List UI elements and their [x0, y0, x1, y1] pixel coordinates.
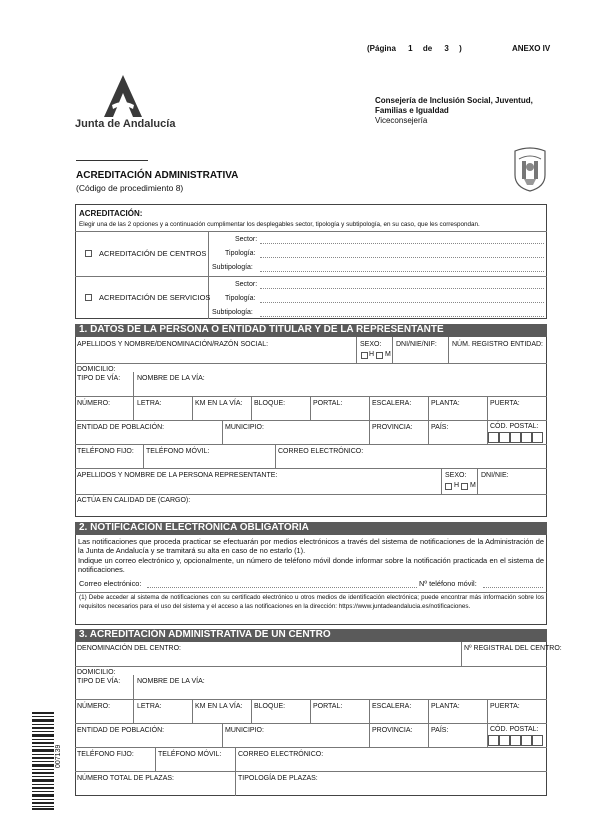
s3-total-plazas-label: NÚMERO TOTAL DE PLAZAS: [77, 775, 174, 782]
s3-v15 [235, 747, 236, 771]
tipologia-field-1[interactable] [260, 257, 544, 258]
title-rule [76, 160, 148, 161]
s3-v3 [133, 699, 134, 723]
s3-tipologia-plazas-label: TIPOLOGÍA DE PLAZAS: [238, 775, 318, 782]
s1-registro-label: NÚM. REGISTRO ENTIDAD: [452, 341, 544, 348]
s3-denominacion-label: DENOMINACIÓN DEL CENTRO: [77, 645, 181, 652]
procedure-code: (Código de procedimiento 8) [76, 183, 184, 193]
s1-v5 [133, 396, 134, 420]
s3-h4 [75, 747, 547, 748]
accreditation-divider [75, 231, 547, 232]
page-counter [367, 44, 462, 53]
annex-label: ANEXO IV [512, 44, 551, 53]
s1-h3 [75, 420, 547, 421]
s2-paragraph-2: Indique un correo electrónico y, opcionalmente, un número de teléfono móvil donde informar sobre la notificación practicada en el sistema de notificaciones. [78, 556, 544, 574]
s3-registral-label: Nº REGISTRAL DEL CENTRO: [464, 645, 562, 652]
s2-correo-label: Correo electrónico: [79, 579, 142, 588]
s1-v3 [448, 337, 449, 363]
section2-heading: 2. NOTIFICACIÓN ELECTRÓNICA OBLIGATORIA [75, 522, 547, 535]
s1-puerta-label: PUERTA: [490, 400, 520, 407]
s3-pais-label: PAÍS: [431, 727, 449, 734]
tipologia-label-2: Tipología: [225, 295, 256, 302]
page-close: ) [459, 44, 462, 53]
s1-cp-digit-2[interactable] [499, 432, 510, 443]
s3-escalera-label: ESCALERA: [372, 703, 412, 710]
s1-v8 [310, 396, 311, 420]
s1-sexo-rep-h-label: H [454, 482, 460, 489]
s1-dni-rep-label: DNI/NIE: [481, 472, 509, 479]
accreditation-mid-divider [75, 276, 547, 277]
s3-tipo-via-label: TIPO DE VÍA: [77, 678, 121, 685]
s3-h3 [75, 723, 547, 724]
s3-h5 [75, 771, 547, 772]
s3-v10 [222, 723, 223, 747]
s1-planta-label: PLANTA: [431, 400, 460, 407]
s3-v14 [155, 747, 156, 771]
s1-apellidos-label: APELLIDOS Y NOMBRE/DENOMINACIÓN/RAZÓN SOCIAL: [77, 341, 269, 348]
s3-v12 [428, 723, 429, 747]
s3-correo-label: CORREO ELECTRÓNICO: [238, 751, 324, 758]
s3-puerta-label: PUERTA: [490, 703, 520, 710]
s1-h1 [75, 363, 547, 364]
s1-cp-digit-4[interactable] [521, 432, 532, 443]
s3-nombre-via-label: NOMBRE DE LA VÍA: [137, 678, 205, 685]
s1-v11 [487, 396, 488, 420]
s1-nombre-via-label: NOMBRE DE LA VÍA: [137, 375, 205, 382]
sector-field-2[interactable] [260, 288, 544, 289]
s1-municipio-label: MUNICIPIO: [225, 424, 264, 431]
coat-of-arms-icon [511, 145, 549, 193]
s1-v14 [428, 420, 429, 444]
sector-label-1: Sector: [235, 236, 258, 243]
accreditation-instructions: Elegir una de las 2 opciones y a continuación cumplimentar los desplegables sector, tipología y subtipología, en su caso, que les correspondan. [79, 221, 480, 228]
s1-h2 [75, 396, 547, 397]
sector-label-2: Sector: [235, 281, 258, 288]
s1-letra-label: LETRA: [137, 400, 162, 407]
s3-entidad-label: ENTIDAD DE POBLACIÓN: [77, 727, 165, 734]
s3-v5 [251, 699, 252, 723]
subtipologia-label-1: Subtipología: [212, 264, 253, 271]
s3-cp-label: CÓD. POSTAL: [490, 726, 539, 733]
s1-sexo-label: SEXO: [360, 341, 382, 348]
s3-numero-label: NÚMERO: [77, 703, 111, 710]
s3-v7 [369, 699, 370, 723]
s3-cp-digit-5[interactable] [532, 735, 543, 746]
s1-v16 [143, 444, 144, 468]
s1-escalera-label: ESCALERA: [372, 400, 412, 407]
s1-v12 [222, 420, 223, 444]
option-centros-checkbox[interactable] [85, 250, 92, 257]
s3-v11 [369, 723, 370, 747]
tipologia-field-2[interactable] [260, 302, 544, 303]
s1-v10 [428, 396, 429, 420]
option-centros-label: ACREDITACIÓN DE CENTROS [99, 249, 207, 258]
s1-cp-digit-5[interactable] [532, 432, 543, 443]
s3-v1 [461, 642, 462, 666]
s3-cp-digit-1[interactable] [488, 735, 499, 746]
s1-v17 [275, 444, 276, 468]
subtipologia-label-2: Subtipología: [212, 309, 253, 316]
s1-v9 [369, 396, 370, 420]
page-total: 3 [444, 44, 449, 53]
option-servicios-label: ACREDITACIÓN DE SERVICIOS [99, 293, 211, 302]
s2-footnote: (1) Debe acceder al sistema de notificaciones con su certificado electrónico u otros medios de identificación electrónica; puede encontrar más información sobre los requisitos necesarios para el uso del sistema y el acceso a las notificaciones en la dirección: https://www.juntadeandalucia.es/notificaciones. [79, 594, 544, 610]
s2-correo-field[interactable] [147, 587, 417, 588]
side-code: 007139 [55, 744, 62, 768]
s1-actua-label: ACTÚA EN CALIDAD DE (CARGO): [77, 497, 191, 504]
subtipologia-field-1[interactable] [260, 271, 544, 272]
barcode-icon [32, 712, 54, 810]
s1-km-label: KM EN LA VÍA: [195, 400, 243, 407]
page-de: de [422, 44, 433, 53]
s3-municipio-label: MUNICIPIO: [225, 727, 264, 734]
s2-paragraph-1: Las notificaciones que proceda practicar se efectuarán por medios electrónicos a través del sistema de notificaciones de la Administración de la Junta de Andalucía y se tramitará su alta en caso de no estarlo (1). [78, 537, 544, 555]
s2-footnote-divider [75, 592, 547, 593]
s1-tel-movil-label: TELÉFONO MÓVIL: [146, 448, 210, 455]
s1-v18 [441, 468, 442, 494]
s2-movil-label: Nº teléfono móvil: [419, 579, 477, 588]
department-line2: Familias e Igualdad [375, 106, 449, 115]
page-title: ACREDITACIÓN ADMINISTRATIVA [76, 170, 239, 181]
s1-entidad-label: ENTIDAD DE POBLACIÓN: [77, 424, 165, 431]
s3-km-label: KM EN LA VÍA: [195, 703, 243, 710]
s1-apellidos-rep-label: APELLIDOS Y NOMBRE DE LA PERSONA REPRESENTANTE: [77, 472, 278, 479]
s1-numero-label: NÚMERO: [77, 400, 111, 407]
s1-h4 [75, 444, 547, 445]
s3-provincia-label: PROVINCIA: [372, 727, 413, 734]
s3-v4 [192, 699, 193, 723]
tipologia-label-1: Tipología: [225, 250, 256, 257]
section3-heading: 3. ACREDITACIÓN ADMINISTRATIVA DE UN CENTRO [75, 629, 547, 642]
s1-portal-label: PORTAL: [313, 400, 343, 407]
s1-correo-label: CORREO ELECTRÓNICO: [278, 448, 364, 455]
s1-provincia-label: PROVINCIA: [372, 424, 413, 431]
s3-bloque-label: BLOQUE: [254, 703, 286, 710]
subtipologia-field-2[interactable] [260, 316, 544, 317]
s1-v4 [133, 372, 134, 396]
accreditation-vdivider [208, 231, 209, 319]
s1-v2 [392, 337, 393, 363]
s3-tel-fijo-label: TELÉFONO FIJO: [77, 751, 134, 758]
logo-text: Junta de Andalucía [75, 118, 176, 130]
s1-sexo-h-label: H [369, 351, 375, 358]
s3-v2 [133, 675, 134, 699]
s1-sexo-rep-label: SEXO: [445, 472, 467, 479]
s3-cp-digit-4[interactable] [521, 735, 532, 746]
s2-movil-field[interactable] [483, 587, 543, 588]
s1-v6 [192, 396, 193, 420]
s3-cp-digit-2[interactable] [499, 735, 510, 746]
s1-domicilio-label: DOMICILIO: [77, 366, 116, 373]
s3-h2 [75, 699, 547, 700]
s1-v1 [356, 337, 357, 363]
s3-cp-digit-3[interactable] [510, 735, 521, 746]
s1-cp-digit-3[interactable] [510, 432, 521, 443]
s3-planta-label: PLANTA: [431, 703, 460, 710]
s3-domicilio-label: DOMICILIO: [77, 669, 116, 676]
sector-field-1[interactable] [260, 243, 544, 244]
s1-sexo-h-checkbox[interactable] [361, 352, 368, 359]
section1-heading: 1. DATOS DE LA PERSONA O ENTIDAD TITULAR Y DE LA REPRESENTANTE [75, 324, 547, 337]
accreditation-heading: ACREDITACIÓN: [79, 209, 143, 218]
s3-v9 [487, 699, 488, 723]
s3-v8 [428, 699, 429, 723]
page-label: (Página [367, 44, 396, 53]
s3-v6 [310, 699, 311, 723]
option-servicios-checkbox[interactable] [85, 294, 92, 301]
s3-v16 [235, 771, 236, 796]
s3-letra-label: LETRA: [137, 703, 162, 710]
s3-tel-movil-label: TELÉFONO MÓVIL: [158, 751, 222, 758]
s1-h6 [75, 494, 547, 495]
s1-sexo-rep-m-checkbox[interactable] [461, 483, 468, 490]
s1-bloque-label: BLOQUE: [254, 400, 286, 407]
junta-logo-icon [100, 73, 146, 119]
s1-dni-label: DNI/NIE/NIF: [396, 341, 437, 348]
department-block [375, 96, 533, 126]
s1-v13 [369, 420, 370, 444]
s1-v19 [477, 468, 478, 494]
s1-tipo-via-label: TIPO DE VÍA: [77, 375, 121, 382]
department-line1: Consejería de Inclusión Social, Juventud, [375, 96, 533, 105]
s1-sexo-m-label: M [385, 351, 391, 358]
s1-pais-label: PAÍS: [431, 424, 449, 431]
department-line3: Viceconsejería [375, 116, 428, 125]
s1-v7 [251, 396, 252, 420]
s1-cp-label: CÓD. POSTAL: [490, 423, 539, 430]
s1-sexo-m-checkbox[interactable] [376, 352, 383, 359]
s3-portal-label: PORTAL: [313, 703, 343, 710]
s1-sexo-rep-m-label: M [470, 482, 476, 489]
s1-cp-digit-1[interactable] [488, 432, 499, 443]
s1-tel-fijo-label: TELÉFONO FIJO: [77, 448, 134, 455]
s3-h1 [75, 666, 547, 667]
s1-sexo-rep-h-checkbox[interactable] [445, 483, 452, 490]
page-number: 1 [408, 44, 413, 53]
